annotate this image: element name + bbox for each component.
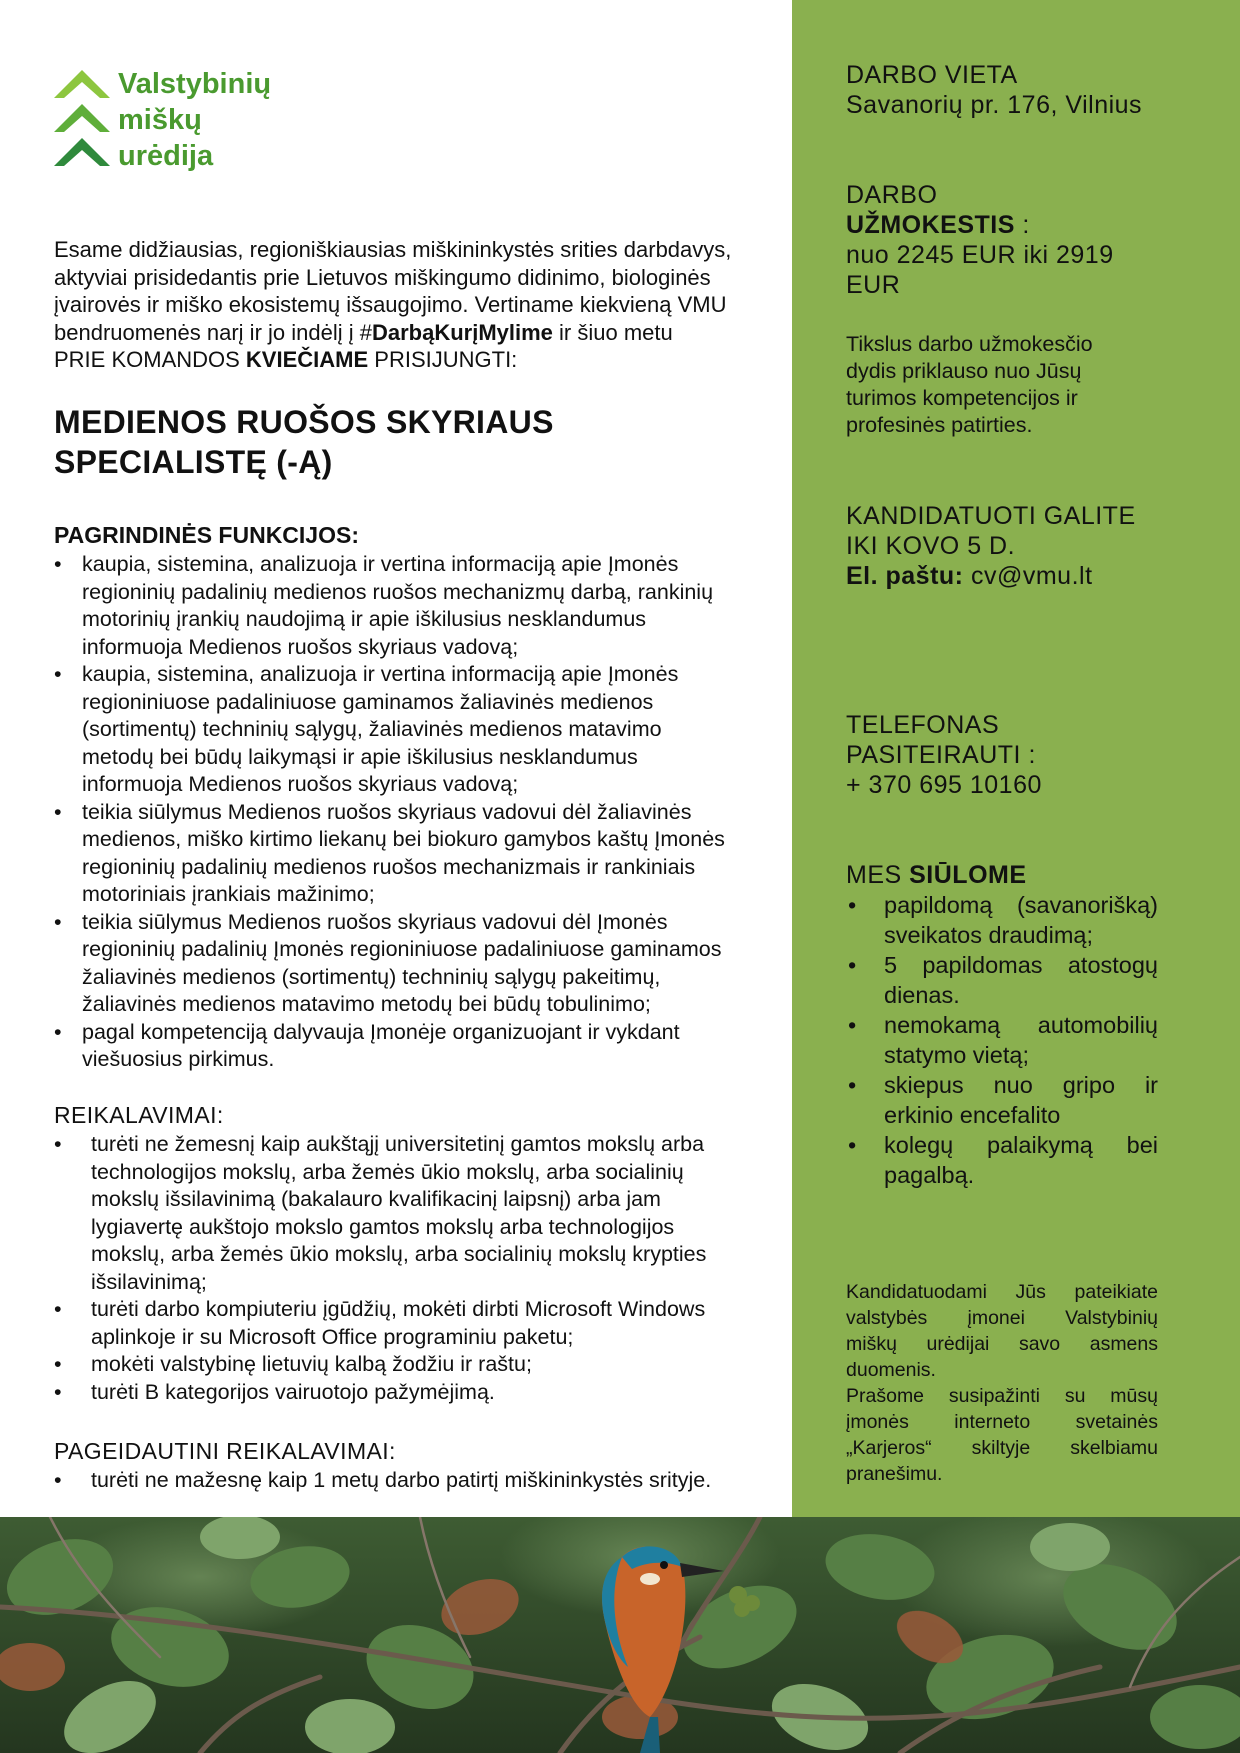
logo-wordmark bbox=[118, 66, 271, 174]
vmu-logo bbox=[54, 66, 294, 172]
list-item-line: (sortimentų) techninių sąlygų, žaliavinės medienos matavimo bbox=[82, 717, 662, 741]
list-item-line: kaupia, sistemina, analizuoja ir vertina informaciją apie Įmonės bbox=[82, 552, 679, 576]
offer-heading-bold: SIŪLOME bbox=[909, 861, 1027, 889]
list-item-line: sveikatos draudimą; bbox=[884, 921, 1093, 948]
privacy-line: valstybės įmonei Valstybinių bbox=[846, 1307, 1158, 1329]
list-item-line: turėti darbo kompiuteriu įgūdžių, mokėti dirbti Microsoft Windows bbox=[91, 1297, 706, 1321]
list-item-line: informuoja Medienos ruošos skyriaus vadovą; bbox=[82, 634, 519, 659]
list-item-line: technologijos mokslų, arba žemės ūkio mokslų, arba socialinių bbox=[91, 1159, 684, 1184]
list-item bbox=[54, 1296, 778, 1351]
salary-note bbox=[846, 331, 1166, 439]
phone-number[interactable]: + 370 695 10160 bbox=[846, 771, 1042, 799]
tree-chevrons-icon bbox=[54, 66, 110, 170]
bullet-icon: • bbox=[848, 1012, 857, 1038]
list-item bbox=[54, 799, 778, 909]
list-item-line: motoriniais įrankiais mažinimo; bbox=[82, 882, 375, 906]
privacy-notice bbox=[846, 1279, 1158, 1487]
list-item-line: regioninių padalinių medienos ruošos mechanizmais ir rankiniais bbox=[82, 854, 696, 879]
list-item-line: mokėti valstybinę lietuvių kalbą žodžiu ir raštu; bbox=[91, 1352, 532, 1376]
privacy-line: Kandidatuodami Jūs pateikiate bbox=[846, 1281, 1158, 1303]
intro-text: PRISIJUNGTI: bbox=[368, 347, 518, 372]
bullet-icon: • bbox=[54, 1379, 62, 1404]
phone-label: PASITEIRAUTI : bbox=[846, 741, 1036, 769]
position-title-line: SPECIALISTĘ (-Ą) bbox=[54, 444, 333, 480]
list-item-line: turėti ne mažesnę kaip 1 metų darbo patirtį miškininkystės srityje. bbox=[91, 1468, 712, 1492]
salary-value: EUR bbox=[846, 271, 901, 299]
list-item-line: teikia siūlymus Medienos ruošos skyriaus vadovui dėl žaliavinės bbox=[82, 799, 692, 824]
intro-paragraph bbox=[54, 236, 778, 374]
salary-value: nuo 2245 EUR iki 2919 bbox=[846, 241, 1114, 269]
list-item bbox=[54, 1379, 778, 1407]
list-item bbox=[54, 551, 778, 661]
list-item bbox=[846, 951, 1158, 1010]
salary-label bbox=[846, 210, 1166, 240]
note-line: turimos kompetencijos ir bbox=[846, 386, 1078, 410]
bullet-icon: • bbox=[848, 1132, 857, 1158]
privacy-line: Prašome susipažinti su mūsų bbox=[846, 1385, 1158, 1407]
phone-label: TELEFONAS bbox=[846, 711, 1000, 739]
hashtag: DarbąKurįMylime bbox=[371, 319, 553, 345]
list-item-line: erkinio encefalito bbox=[884, 1101, 1061, 1128]
bullet-icon: • bbox=[54, 799, 62, 824]
kingfisher-photo bbox=[0, 1517, 1240, 1753]
email-label: El. paštu: bbox=[846, 562, 964, 590]
intro-line: įvairovės ir miško ekosistemų išsaugojimo. Vertiname kiekvieną VMU bbox=[54, 292, 727, 317]
list-item-line: žaliavinės medienos matavimo metodų bei būdų tobulinimo; bbox=[82, 992, 651, 1016]
privacy-line: įmonės interneto svetainės bbox=[846, 1411, 1158, 1433]
bullet-icon: • bbox=[848, 1072, 857, 1098]
list-item bbox=[846, 891, 1158, 950]
list-item bbox=[54, 1019, 778, 1074]
list-item-line: pagalbą. bbox=[884, 1161, 975, 1188]
salary-block bbox=[846, 180, 1166, 300]
list-item-line: turėti B kategorijos vairuotojo pažymėjimą. bbox=[91, 1379, 495, 1404]
privacy-line: pranešimu. bbox=[846, 1463, 943, 1485]
list-item bbox=[54, 661, 778, 799]
logo-line-1: Valstybinių bbox=[118, 68, 272, 100]
kingfisher-on-branch-image bbox=[0, 1517, 1240, 1753]
list-item-line: statymo vietą; bbox=[884, 1041, 1029, 1068]
list-item-line: dienas. bbox=[884, 981, 960, 1008]
phone-block bbox=[846, 710, 1166, 800]
preferred-heading: PAGEIDAUTINI REIKALAVIMAI: bbox=[54, 1438, 396, 1464]
bullet-icon: • bbox=[54, 909, 62, 934]
bullet-icon: • bbox=[848, 892, 857, 918]
list-item bbox=[54, 1131, 778, 1296]
list-item bbox=[54, 909, 778, 1019]
info-sidebar bbox=[792, 0, 1240, 1517]
offer-heading-text: MES bbox=[846, 861, 910, 889]
bullet-icon: • bbox=[54, 552, 62, 576]
list-item bbox=[846, 1131, 1158, 1190]
list-item bbox=[54, 1467, 778, 1495]
email-link[interactable]: cv@vmu.lt bbox=[963, 562, 1093, 590]
apply-line: IKI KOVO 5 D. bbox=[846, 532, 1016, 560]
workplace-block bbox=[846, 60, 1226, 120]
list-item-line: pagal kompetenciją dalyvauja Įmonėje organizuojant ir vykdant bbox=[82, 1019, 680, 1044]
logo-line-3: urėdija bbox=[118, 140, 214, 172]
functions-heading: PAGRINDINĖS FUNKCIJOS: bbox=[54, 522, 359, 548]
apply-block bbox=[846, 501, 1226, 591]
intro-line: Esame didžiausias, regioniškiausias miškininkystės srities darbdavys, bbox=[54, 237, 732, 262]
list-item-line: teikia siūlymus Medienos ruošos skyriaus vadovui dėl Įmonės bbox=[82, 909, 668, 934]
bullet-icon: • bbox=[54, 1297, 62, 1321]
list-item-line: informuoja Medienos ruošos skyriaus vadovą; bbox=[82, 772, 519, 796]
list-item-line: mokslų, arba žemės ūkio mokslų, arba socialinių mokslų krypties bbox=[91, 1242, 707, 1266]
list-item-line: nemokamą automobilių bbox=[884, 1012, 1158, 1038]
bullet-icon: • bbox=[54, 1132, 62, 1156]
privacy-line: duomenis. bbox=[846, 1359, 936, 1381]
list-item-line: išsilavinimą; bbox=[91, 1269, 207, 1294]
bullet-icon: • bbox=[54, 1019, 62, 1044]
bullet-icon: • bbox=[54, 1352, 62, 1376]
offer-list bbox=[846, 891, 1158, 1191]
privacy-line: „Karjeros“ skiltyje skelbiamu bbox=[846, 1437, 1158, 1459]
intro-text: ir šiuo metu bbox=[552, 319, 673, 345]
email-line bbox=[846, 561, 1226, 591]
bullet-icon: • bbox=[54, 662, 62, 686]
salary-label: DARBO bbox=[846, 181, 938, 209]
functions-list bbox=[54, 551, 778, 1074]
list-item-line: regioniniuose padaliniuose gaminamos žaliavinės medienos bbox=[82, 689, 654, 714]
intro-line bbox=[54, 346, 778, 374]
intro-line: aktyviai prisidedantis prie Lietuvos miškingumo didinimo, biologinės bbox=[54, 264, 711, 290]
list-item-line: viešuosius pirkimus. bbox=[82, 1047, 275, 1071]
workplace-value: Savanorių pr. 176, Vilnius bbox=[846, 91, 1143, 119]
apply-line: KANDIDATUOTI GALITE bbox=[846, 502, 1136, 530]
list-item-line: skiepus nuo gripo ir bbox=[884, 1072, 1158, 1098]
invite-word: KVIEČIAME bbox=[245, 347, 369, 372]
list-item-line: žaliavinės medienos (sortimentų) techninių sąlygų pakeitimų, bbox=[82, 964, 661, 989]
position-title-line: MEDIENOS RUOŠOS SKYRIAUS bbox=[54, 404, 554, 440]
salary-colon: : bbox=[1014, 211, 1030, 239]
intro-text: bendruomenės narį ir jo indėlį į # bbox=[54, 319, 372, 345]
list-item-line: motorinių įrankių naudojimą ir apie iškilusius nesklandumus bbox=[82, 607, 647, 631]
list-item-line: medienos, miško kirtimo liekanų bei biokuro gamybos kaštų Įmonės bbox=[82, 827, 725, 851]
note-line: profesinės patirties. bbox=[846, 413, 1033, 437]
bullet-icon: • bbox=[848, 952, 857, 978]
workplace-label: DARBO VIETA bbox=[846, 61, 1018, 89]
list-item-line: kaupia, sistemina, analizuoja ir vertina informaciją apie Įmonės bbox=[82, 662, 679, 686]
position-title bbox=[54, 402, 778, 482]
list-item bbox=[846, 1071, 1158, 1130]
list-item bbox=[54, 1351, 778, 1379]
list-item-line: mokslų išsilavinimą (bakalauro kvalifikacinį laipsnį) arba jam bbox=[91, 1187, 661, 1211]
list-item-line: metodų bei būdų laikymąsi ir apie iškilusius nesklandumus bbox=[82, 744, 638, 769]
list-item-line: 5 papildomas atostogų bbox=[884, 952, 1158, 978]
list-item-line: regioninių padalinių medienos ruošos mechanizmų darbą, rankinių bbox=[82, 579, 714, 604]
list-item-line: lygiavertę aukštojo mokslo gamtos mokslų arba technologijos bbox=[91, 1214, 675, 1239]
list-item-line: papildomą (savanorišką) bbox=[884, 892, 1158, 918]
privacy-line: miškų urėdijai savo asmens bbox=[846, 1333, 1158, 1355]
logo-line-2: miškų bbox=[118, 104, 202, 136]
list-item-line: kolegų palaikymą bei bbox=[884, 1132, 1158, 1158]
salary-label-bold: UŽMOKESTIS bbox=[846, 211, 1015, 239]
intro-text: PRIE KOMANDOS bbox=[54, 347, 246, 372]
preferred-list bbox=[54, 1467, 778, 1495]
list-item-line: aplinkoje ir su Microsoft Office programiniu paketu; bbox=[91, 1324, 574, 1349]
requirements-list bbox=[54, 1131, 778, 1406]
list-item-line: regioninių padalinių Įmonės regioniniuose padaliniuose gaminamos bbox=[82, 937, 722, 961]
list-item bbox=[846, 1011, 1158, 1070]
requirements-heading: REIKALAVIMAI: bbox=[54, 1102, 224, 1128]
list-item-line: turėti ne žemesnį kaip aukštąjį universitetinį gamtos mokslų arba bbox=[91, 1132, 705, 1156]
note-line: Tikslus darbo užmokesčio bbox=[846, 332, 1093, 356]
intro-line bbox=[54, 319, 778, 347]
bullet-icon: • bbox=[54, 1468, 62, 1492]
note-line: dydis priklauso nuo Jūsų bbox=[846, 359, 1082, 383]
offer-heading bbox=[846, 860, 1166, 890]
